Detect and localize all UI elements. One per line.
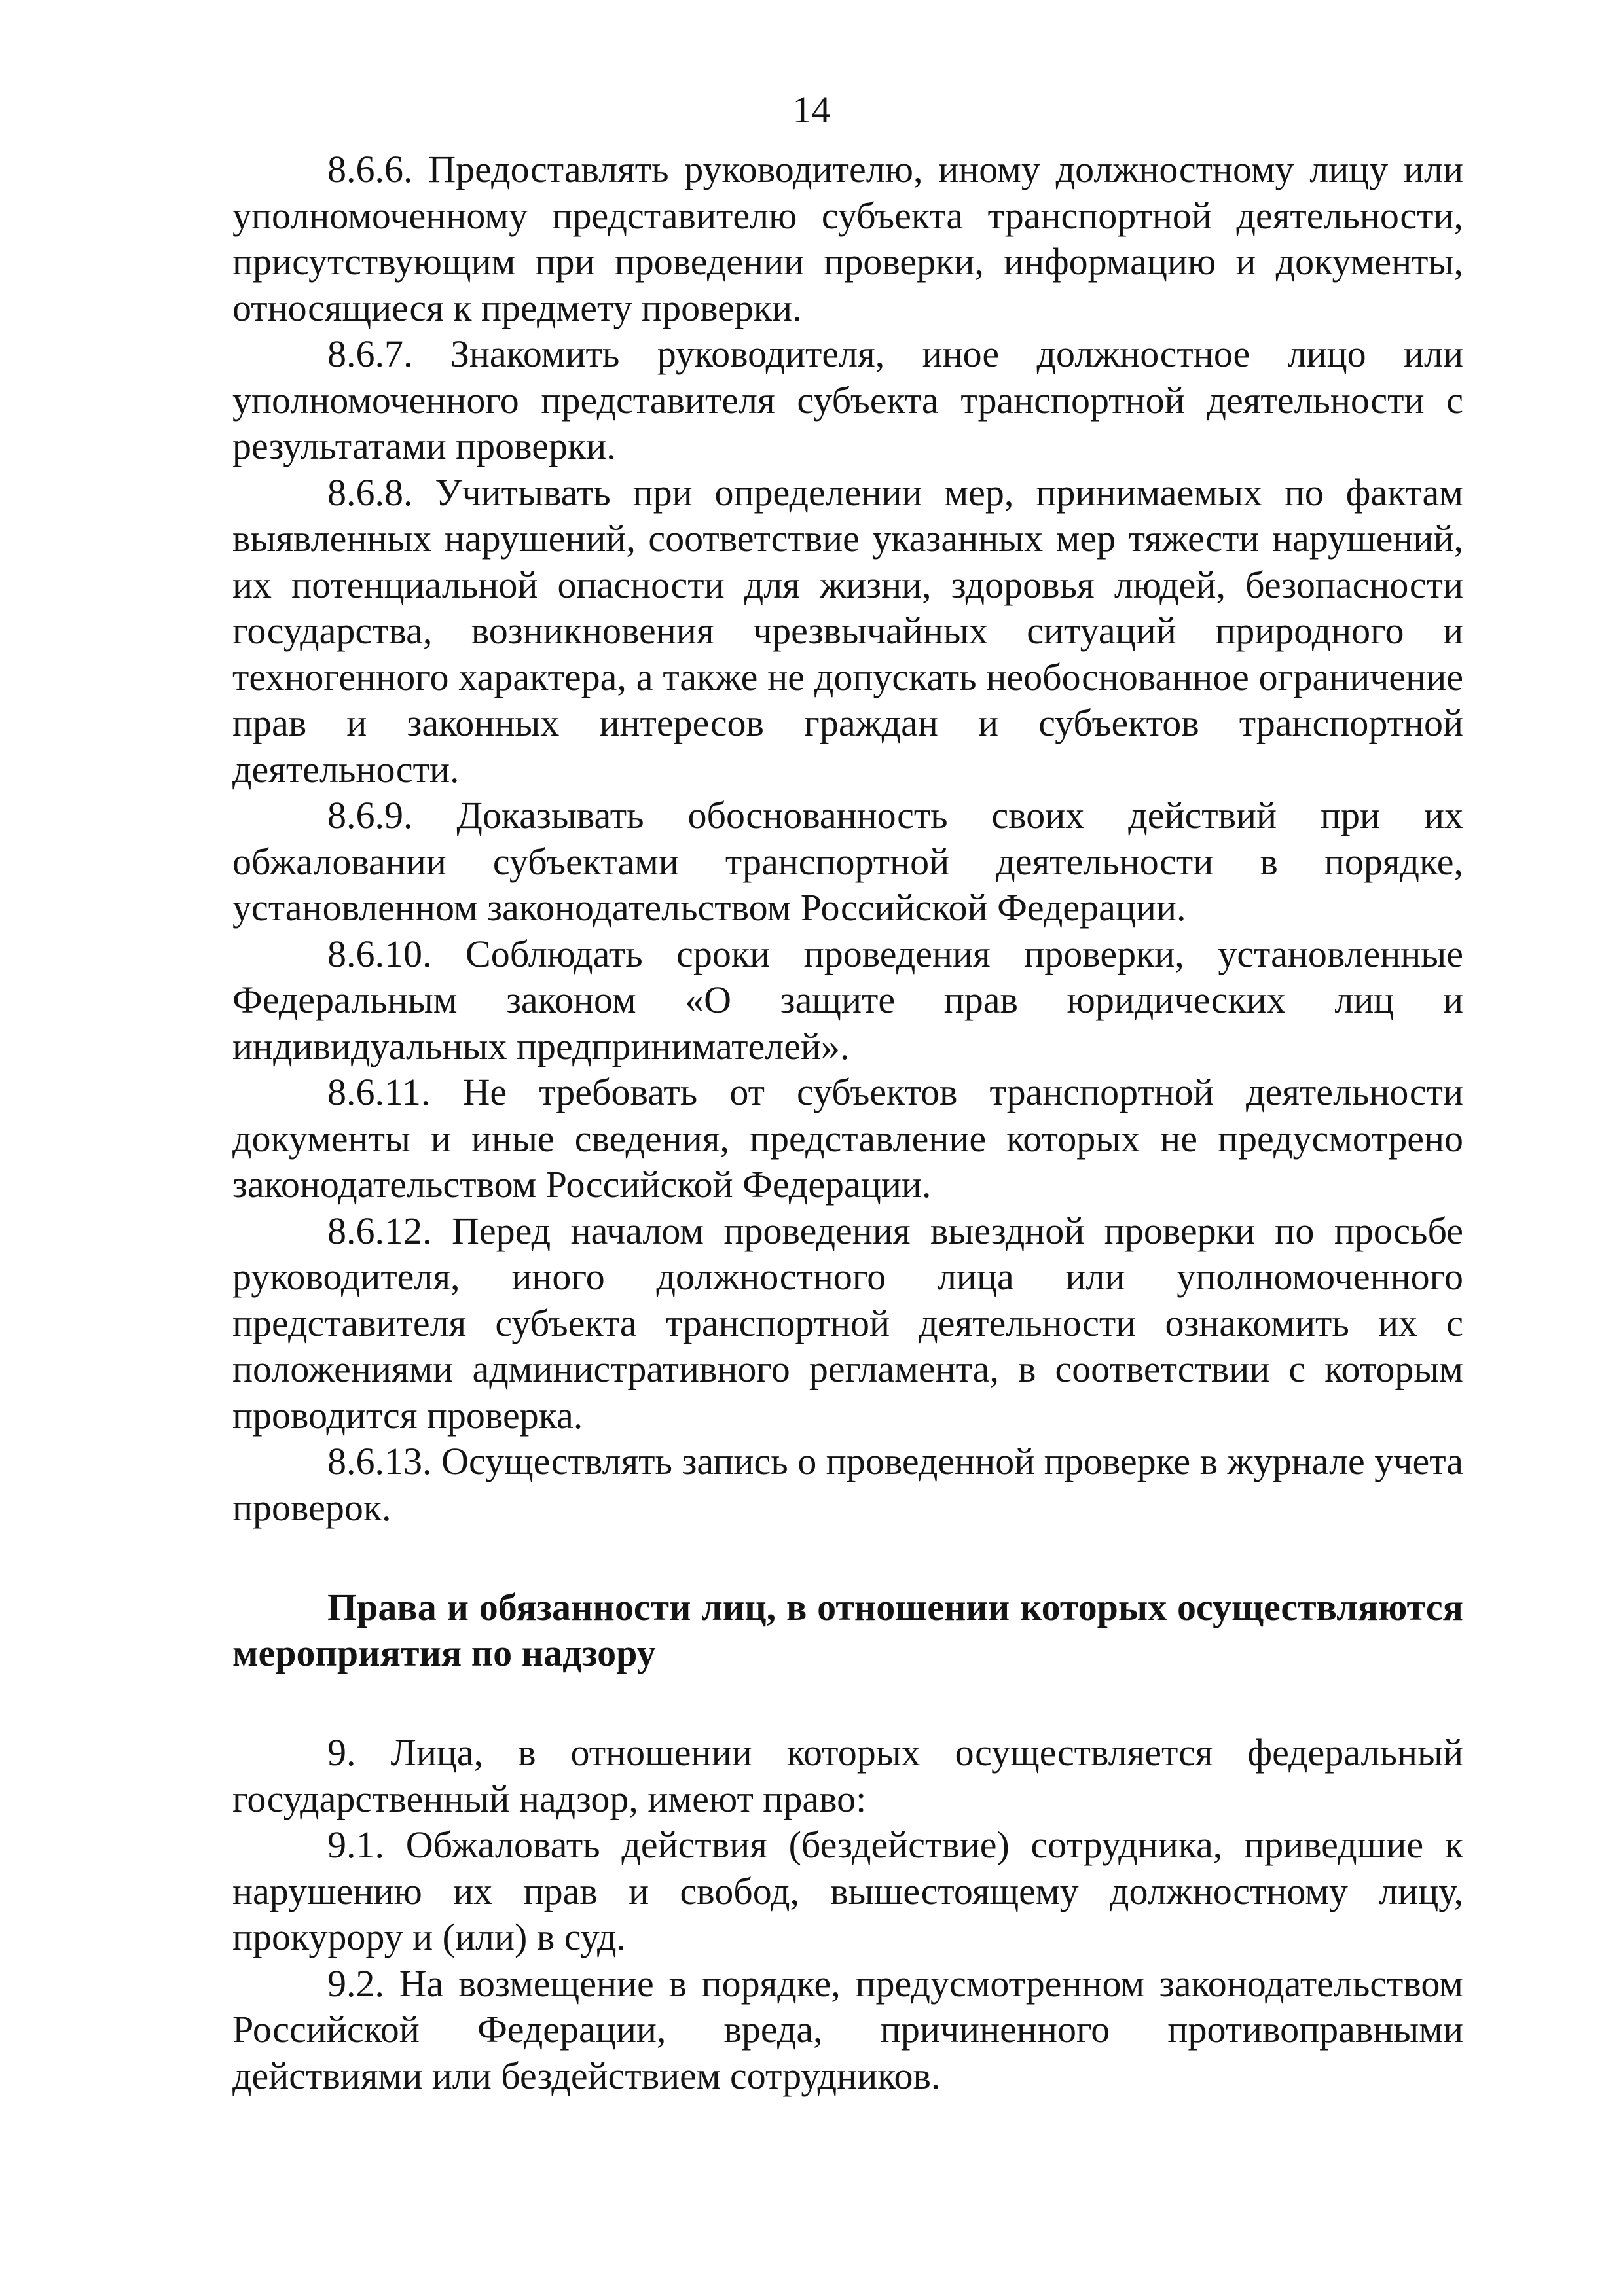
section-heading: Права и обязанности лиц, в отношении которых осуществляются мероприятия по надзору: [232, 1586, 1463, 1674]
paragraph-8-6-13: 8.6.13. Осуществлять запись о проведенной проверке в журнале учета проверок.: [232, 1440, 1463, 1529]
paragraph-8-6-8: 8.6.8. Учитывать при определении мер, принимаемых по фактам выявленных нарушений, соответствие указанных мер тяжести нарушений, их потенциальной опасности для жизни, здоровья людей, безопасности государства, возникновения чрезвычайных ситуаций природного и техногенного характера, а также не допускать необоснованное ограничение прав и законных интересов граждан и субъектов транспортной деятельности.: [232, 471, 1463, 791]
paragraph-9: 9. Лица, в отношении которых осуществляется федеральный государственный надзор, имеют право:: [232, 1731, 1463, 1820]
spacer: [232, 1531, 1463, 1585]
page-number: 14: [792, 88, 831, 131]
document-body: [232, 147, 1463, 2099]
paragraph-8-6-10: 8.6.10. Соблюдать сроки проведения проверки, установленные Федеральным законом «О защите прав юридических лиц и индивидуальных предпринимателей».: [232, 932, 1463, 1067]
paragraph-8-6-9: 8.6.9. Доказывать обоснованность своих действий при их обжаловании субъектами транспортной деятельности в порядке, установленном законодательством Российской Федерации.: [232, 794, 1463, 929]
paragraph-8-6-12: 8.6.12. Перед началом проведения выездной проверки по просьбе руководителя, иного должностного лица или уполномоченного представителя субъекта транспортной деятельности ознакомить их с положениями административного регламента, в соответствии с которым проводится проверка.: [232, 1209, 1463, 1437]
paragraph-9-1: 9.1. Обжаловать действия (бездействие) сотрудника, приведшие к нарушению их прав и свобод, вышестоящему должностному лицу, прокурору и (или) в суд.: [232, 1823, 1463, 1958]
spacer: [232, 1676, 1463, 1730]
paragraph-8-6-6: 8.6.6. Предоставлять руководителю, иному должностному лицу или уполномоченному представителю субъекта транспортной деятельности, присутствующим при проведении проверки, информацию и документы, относящиеся к предмету проверки.: [232, 148, 1463, 329]
paragraph-8-6-7: 8.6.7. Знакомить руководителя, иное должностное лицо или уполномоченного представителя субъекта транспортной деятельности с результатами проверки.: [232, 332, 1463, 467]
paragraph-8-6-11: 8.6.11. Не требовать от субъектов транспортной деятельности документы и иные сведения, представление которых не предусмотрено законодательством Российской Федерации.: [232, 1071, 1463, 1206]
paragraph-9-2: 9.2. На возмещение в порядке, предусмотренном законодательством Российской Федерации, вреда, причиненного противоправными действиями или бездействием сотрудников.: [232, 1962, 1463, 2097]
